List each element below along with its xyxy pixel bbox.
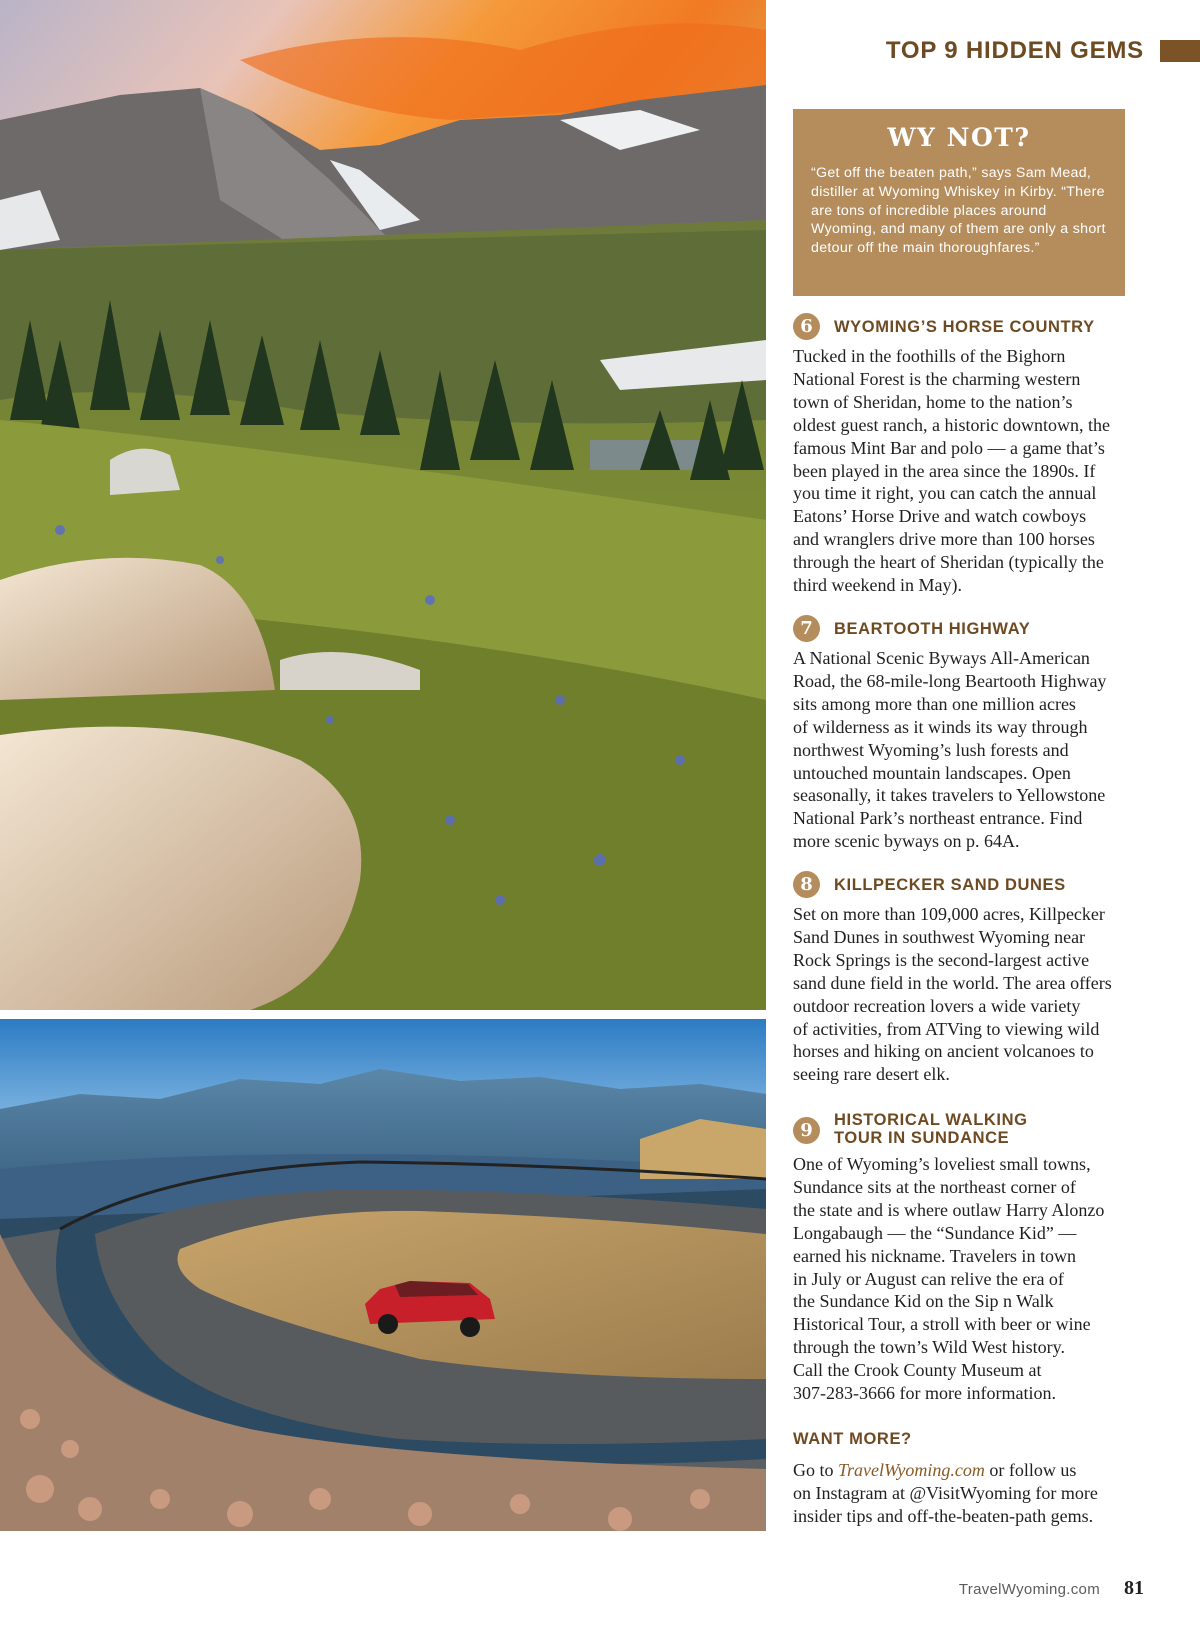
entry-title-line2: TOUR IN SUNDANCE bbox=[834, 1129, 1010, 1147]
section-header bbox=[886, 37, 1200, 65]
entry-horse-country bbox=[793, 314, 1133, 597]
entry-historical-walking-tour bbox=[793, 1111, 1133, 1405]
entry-title: BEARTOOTH HIGHWAY bbox=[834, 620, 1031, 638]
entry-title: WYOMING’S HORSE COUNTRY bbox=[834, 318, 1095, 336]
want-more-prefix: Go to bbox=[793, 1460, 838, 1480]
want-more-title: WANT MORE? bbox=[793, 1430, 912, 1448]
travelwyoming-link[interactable]: TravelWyoming.com bbox=[838, 1460, 985, 1480]
entry-title bbox=[834, 1111, 1028, 1147]
beartooth-highway-red-car-photo bbox=[0, 1019, 766, 1531]
page-number: 81 bbox=[1124, 1577, 1144, 1599]
entry-body: One of Wyoming’s loveliest small towns, Sundance sits at the northeast corner of the state and is where outlaw Harry Alonzo Longabaugh — the “Sundance Kid” — earned his nickname. Travelers in town in July or August can relive the era of the Sundance Kid on the Sip n Walk Historical Tour, a stroll with beer or wine through the town’s Wild West history. Call the Crook County Museum at 307-283-3666 for more information. bbox=[793, 1154, 1105, 1404]
entry-beartooth-highway bbox=[793, 616, 1133, 853]
page-footer bbox=[959, 1577, 1144, 1600]
header-accent-bar bbox=[1160, 40, 1200, 62]
want-more-section bbox=[793, 1430, 1133, 1528]
want-more-body bbox=[793, 1459, 1133, 1528]
number-badge: 9 bbox=[793, 1117, 820, 1144]
entry-title: KILLPECKER SAND DUNES bbox=[834, 876, 1066, 894]
footer-site-url: TravelWyoming.com bbox=[958, 1581, 1100, 1598]
entry-killpecker-sand-dunes bbox=[793, 872, 1133, 1086]
wy-not-callout bbox=[793, 109, 1125, 296]
want-more-line3: insider tips and off-the-beaten-path gems. bbox=[793, 1505, 1094, 1526]
want-more-line1-rest: or follow us bbox=[984, 1460, 1077, 1480]
entry-body: A National Scenic Byways All-American Road, the 68-mile-long Beartooth Highway sits among more than one million acres of wilderness as it winds its way through northwest Wyoming’s lush forests and untouched mountain landscapes. Open seasonally, it takes travelers to Yellowstone National Park’s northeast entrance. Find more scenic byways on p. 64A. bbox=[793, 648, 1107, 852]
number-badge: 7 bbox=[793, 615, 820, 642]
want-more-line2: on Instagram at @VisitWyoming for more bbox=[793, 1482, 1098, 1503]
section-title: TOP 9 HIDDEN GEMS bbox=[885, 37, 1144, 64]
number-badge: 8 bbox=[793, 871, 820, 898]
number-badge: 6 bbox=[793, 313, 820, 340]
callout-quote: “Get off the beaten path,” says Sam Mead, distiller at Wyoming Whiskey in Kirby. “There are tons of incredible places around Wyoming, and many of them are only a short detour off the main thoroughfares.” bbox=[811, 165, 1106, 257]
callout-title: WY NOT? bbox=[887, 123, 1031, 152]
entry-body: Tucked in the foothills of the Bighorn National Forest is the charming western town of Sheridan, home to the nation’s oldest guest ranch, a historic downtown, the famous Mint Bar and polo — a game that’s been played in the area since the 1890s. If you time it right, you can catch the annual Eatons’ Horse Drive and watch cowboys and wranglers drive more than 100 horses through the heart of Sheridan (typically the third weekend in May). bbox=[793, 346, 1110, 596]
mountain-meadow-sunset-photo bbox=[0, 0, 766, 1010]
entry-body: Set on more than 109,000 acres, Killpecker Sand Dunes in southwest Wyoming near Rock Springs is the second-largest active sand dune field in the world. The area offers outdoor recreation lovers a wide variety of activities, from ATVing to viewing wild horses and hiking on ancient volcanoes to seeing rare desert elk. bbox=[793, 904, 1112, 1085]
entry-title-line1: HISTORICAL WALKING bbox=[834, 1111, 1028, 1129]
